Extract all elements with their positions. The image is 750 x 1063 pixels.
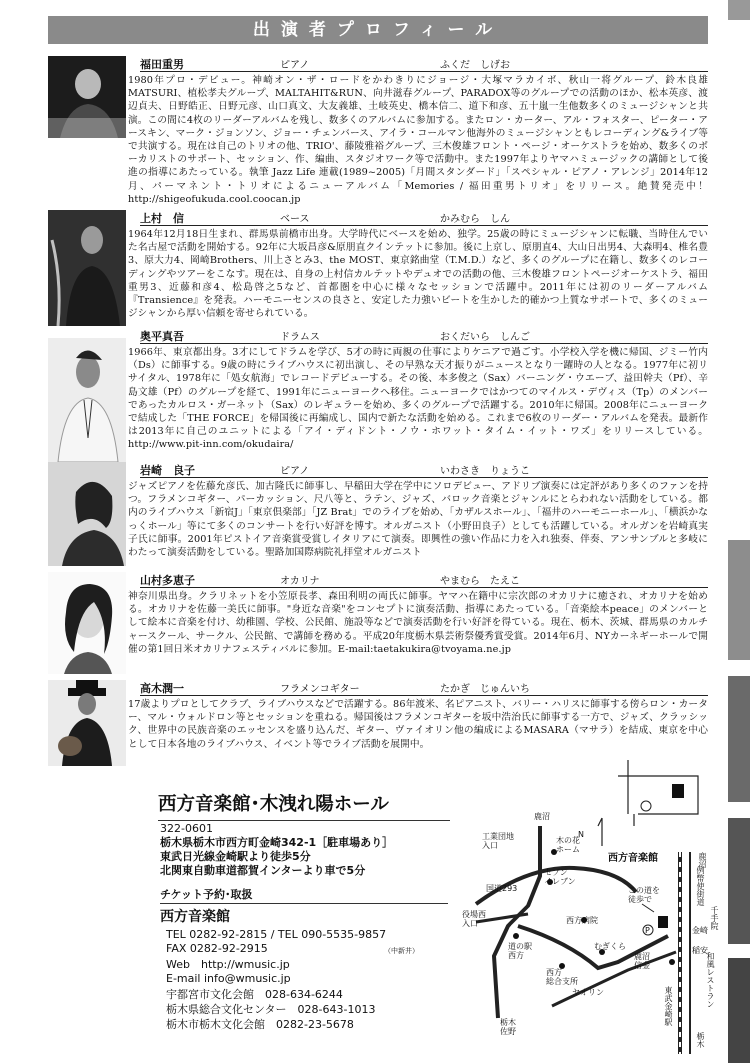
performer-instrument: ピアノ — [280, 60, 310, 71]
map-north: N — [578, 830, 584, 839]
venue-postal: 322-0601 — [160, 822, 213, 835]
venue-title: 西方音楽館･木洩れ陽ホール — [158, 790, 450, 821]
map-nishikata-sogo: 西方 総合支所 — [546, 968, 578, 986]
venue-address: 栃木県栃木市西方町金崎342-1［駐車場あり］ — [160, 836, 394, 849]
header-bar — [48, 16, 708, 44]
ticket-web: Web http://wmusic.jp — [166, 958, 290, 971]
performer-kana: ふくだ しげお — [440, 60, 510, 71]
map-kinohana: 木の花 ホーム — [556, 836, 580, 854]
performer-photo — [48, 338, 126, 462]
performer-kana: たかぎ じゅんいち — [440, 684, 530, 695]
performer-kana: いわさき りょうこ — [440, 466, 530, 477]
map-roads — [458, 756, 722, 1056]
profile-yamamura — [48, 572, 708, 676]
performer-kana: やまむら たえこ — [440, 576, 520, 587]
profile-kamimura — [48, 210, 708, 328]
map-parking: P — [645, 926, 650, 935]
map-venue: 西方音楽館 — [608, 853, 658, 864]
ticket-label: チケット予約･取扱 — [160, 886, 448, 904]
performer-name: 奥平真吾 — [140, 330, 184, 343]
map-michinoeki: 道の駅 西方 — [508, 942, 532, 960]
performer-photo — [48, 210, 126, 326]
edge-tab-4 — [728, 958, 750, 1063]
page-title: 出演者プロフィール — [252, 20, 504, 40]
map-kanasaki: 金崎 — [692, 926, 708, 935]
map-washoku: 和風レストラン — [706, 952, 715, 1008]
edge-tab-top — [728, 0, 750, 20]
outlet-tochigi-pref: 栃木県総合文化センター 028-643-1013 — [166, 1003, 376, 1016]
map-yaorin: ヤオリン — [572, 988, 604, 997]
edge-tab-3 — [728, 818, 750, 944]
profile-name-row — [140, 328, 708, 344]
map-route293: 国道293 — [486, 884, 518, 893]
ticket-venue-name: 西方音楽館 — [160, 909, 230, 925]
performer-instrument: フラメンコギター — [280, 684, 360, 695]
performer-name: 山村多恵子 — [140, 574, 195, 587]
ticket-fax: FAX 0282-92-2915 — [166, 942, 268, 955]
map-mugikura: むぎくら — [594, 942, 626, 951]
map-tochigi-right: 栃木 — [696, 1032, 705, 1048]
map-kogyo: 工業団地 入口 — [482, 832, 514, 850]
map-yakuba: 役場西 入口 — [462, 910, 486, 928]
outlet-tochigi-city: 栃木市栃木文化会館 0282-23-5678 — [166, 1018, 354, 1031]
performer-instrument: ベース — [280, 214, 310, 225]
edge-tab-2 — [728, 676, 750, 802]
ticket-tel-note: （中新井） — [384, 947, 419, 955]
performer-name: 福田重男 — [140, 58, 184, 71]
venue-access-car: 北関東自動車道都賀インターより車で5分 — [160, 864, 366, 877]
performer-photo — [48, 56, 126, 138]
performer-instrument: ドラムス — [280, 332, 320, 343]
outlet-utsunomiya: 宇都宮市文化会館 028-634-6244 — [166, 988, 343, 1001]
map-tobu-station: 東武金崎駅 — [664, 986, 673, 1026]
map-tochigi-sano: 栃木 佐野 — [500, 1018, 516, 1036]
performer-photo — [48, 462, 126, 566]
ticket-tel: TEL 0282-92-2815 / TEL 090-5535-9857 — [166, 928, 387, 941]
map-kaido: 例幣使街道 — [696, 866, 705, 906]
profile-name-row — [140, 210, 708, 226]
map-chitose: 千手院 — [710, 906, 719, 930]
profile-fukuda — [48, 56, 708, 208]
performer-photo — [48, 572, 126, 674]
profile-name-row — [140, 680, 708, 696]
map-walk: この道を 徒歩で — [628, 886, 660, 904]
performer-bio: 神奈川県出身。クラリネットを小笠原長孝、森田利明の両氏に師事。ヤマハ在籍中に宗次郎のオカリナに癒され、オカリナを始める。オカリナを佐藤一美氏に師事。"身近な音楽"をコンセプトに演奏活動、指導にあたっている。「音楽絵本peace」のメンバーとして絵本に音楽を付け、幼稚園、学校、公民館、施設等などで演奏活動を行い好評を得ている。現在、栃木、茨城、群馬県のカルチャースクール、サークル、公民館、で講師を務める。平成20年度栃木県芸術祭優秀賞受賞。2014年6月、NYカーネギーホールで開催の第1回日米オカリナフェスティバルに参加。E-mail:taetakukira@tvoyama.ne.jp — [128, 591, 708, 655]
map-hospital: 西方病院 — [566, 916, 598, 925]
profile-okudaira — [48, 328, 708, 464]
access-map — [458, 756, 722, 1056]
map-inaka: 稲安 — [692, 946, 708, 955]
performer-name: 岩崎 良子 — [140, 464, 195, 477]
performer-instrument: オカリナ — [280, 576, 320, 587]
profile-name-row — [140, 462, 708, 478]
profile-name-row — [140, 572, 708, 588]
performer-photo — [48, 680, 126, 766]
ticket-email: E-mail info@wmusic.jp — [166, 972, 291, 985]
performer-kana: おくだいら しんご — [440, 332, 530, 343]
performer-bio: 1966年、東京都出身。3才にしてドラムを学び、5才の時に両親の仕事によりケニアで過ごす。小学校入学を機に帰国、ジミー竹内（Ds）に師事する。9歳の時にライブハウスに初出演し、その早熟な天才振りがニュースとなり一躍時の人となる。1977年に初リサイタル、1978年に「処女航海」でレコードデビューする。その後、本多俊之（Sax）バーニング・ウエーブ、益田幹夫（Pf）、辛島文雄（Pf）のグループを経て、1991年にニューヨークへ移住。ニューヨークではかつてのマイルス・デヴィス（Tp）のメンバーであったカルロス・ガーネット（Sax）のレギュラーを始め、多くのグループで活躍する。2010年に帰国。2008年にニューヨークで結成した「THE FORCE」を帰国後に再編成し、国内で新たな活動を始める。これまで6枚のリーダー・アルバムを発表。最新作は2013年に自己のユニットによる「アイ・ディドント・ノウ・ホワット・タイム・イット・ワズ」をリリースしている。http://www.pit-inn.com/okudaira/ — [128, 347, 708, 451]
map-kanuma-top: 鹿沼 — [534, 812, 550, 821]
performer-bio: 1980年プロ・デビュー。神崎オン・ザ・ロードをかわきりにジョージ・大塚マラカイボ、秋山一将グループ、鈴木良雄MATSURI、植松孝夫グループ、MALTAHIT&RUN、向井滋春グループ、PARADOX等のグループでの活動のほか、松本英彦、渡辺貞夫、日野皓正、日野元彦、山口真文、大友義雄、土岐英史、橋本信二、道下和彦、五十嵐一生他数多くのミュージシャンと共演。この間に4枚のリーダーアルバムを残し、数多くのアルバムに参加する。またロン・カーター、アル・フォスター、ピーター・アースキン、マーク・ジョンソン、ジョー・チェンバース、アイラ・コールマン他海外のミュージシャンともレコーディング&ライブ等で共演する。現在は自己のトリオの他、TRIO'、藤陵雅裕グループ、三木俊雄フロント・ページ・オーケストラを始め、数多くのボーカリストのサポート、セッション、作、編曲、スタジオワーク等で活動中。また1997年よりヤマハミュージックの講師として後進の指導にあたっている。執筆 Jazz Life 連載(1989~2005)「月間スタンダード」「スペシャル・ピアノ・アレンジ」2014年12月、パーマネント・トリオによるニューアルバム「Memories / 福田重男トリオ」をリリース。絶賛発売中！http://shigeofukuda.cool.coocan.jp — [128, 75, 708, 205]
performer-bio: ジャズピアノを佐藤允彦氏、加古隆氏に師事し、早稲田大学在学中にソロデビュー、アドリブ演奏には定評があり多くのファンを持つ。フラメンコギター、パーカッション、尺八等と、ラテン、ジャズ、バロック音楽とジャンルにとらわれない活動をしている。都内のライブハウス「新宿J」「東京倶楽部」「JZ Brat」でのライブを始め、「カザルスホール」、「福井のハーモニーホール」、「横浜かなっくホール」等にて多くのコンサートを行い好評を博す。オルガニスト（小野田良子）としても活躍している。オルガンを岩崎真実子氏に師事。2001年ピストイア音楽賞受賞しイタリアにて演奏。即興性の強い作品に力を入れ独奏、伴奏、アンサンブルと多岐にわたって演奏活動をしている。聖路加国際病院礼拝堂オルガニスト — [128, 481, 708, 559]
map-kanuma-shinkin: 鹿沼 信金 — [634, 952, 650, 970]
map-kanuma-right: 鹿沼 — [698, 852, 707, 868]
edge-tab-1 — [728, 540, 750, 660]
performer-instrument: ピアノ — [280, 466, 310, 477]
map-seven: セブン イレブン — [544, 868, 576, 886]
performer-kana: かみむら しん — [440, 214, 510, 225]
performer-name: 上村 信 — [140, 212, 184, 225]
performer-name: 高木潤一 — [140, 682, 184, 695]
profile-iwasaki — [48, 462, 708, 568]
performer-bio: 17歳よりプロとしてクラブ、ライブハウスなどで活躍する。86年渡米、名ピアニスト、バリー・ハリスに師事する傍らロン・カーター、マル・ウォルドロン等とセッションを重ねる。帰国後はフラメンコギターを坂中浩治氏に師事する一方で、ジャズ、クラッシック、世界中の民族音楽のエッセンスを盛り込んだ、ギター、ヴァイオリン他の編成によるMASARA（マサラ）を結成、東京を中心として日本各地のライブハウス、イベント等でライブ活動を展開中。 — [128, 699, 708, 750]
venue-access-train: 東武日光線金崎駅より徒歩5分 — [160, 850, 311, 863]
performer-bio: 1964年12月18日生まれ、群馬県前橋市出身。大学時代にベースを始め、独学。25歳の時にミュージシャンに転職、当時住んでいた名古屋で活動を開始する。92年に大坂昌彦&原朋直クインテットに参加。後に上京し、原朋直4、大山日出男4、大森明4、椎名豊3、原大力4、岡崎Brothers、川上さとみ3、the MOST、東京銘曲堂（T.M.D.）など、多くのグループに在籍し、数多くのレコーディングやツアーをこなす。現在は、自身の上村信カルテットやデュオでの活動の他、三木俊雄フロントページオーケストラ、福田重男3、近藤和彦4、松島啓之5など、首都圏を中心に様々なセッションで活躍中。2011年には初のリーダーアルバム『Transience』を発表。ハーモニーセンスの良さと、安定した力強いビートを生かした的確かつ上質なサポートで、多くのミュージシャンから厚い信頼を寄せられている。 — [128, 229, 708, 320]
profile-name-row — [140, 56, 708, 72]
